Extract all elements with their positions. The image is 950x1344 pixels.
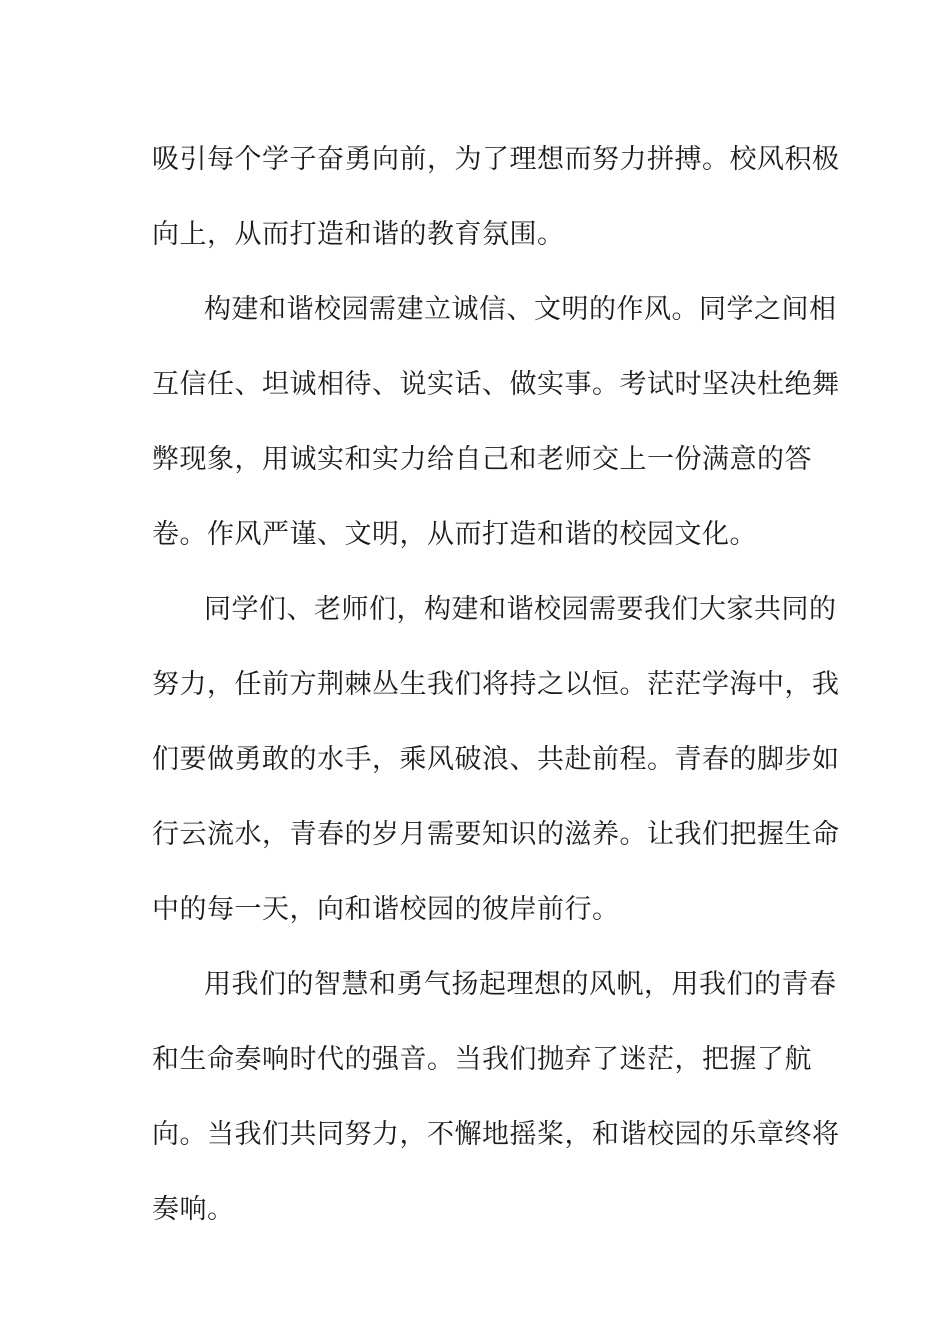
paragraph-line: 用我们的智慧和勇气扬起理想的风帆，用我们的青春 <box>204 969 837 1000</box>
paragraph-3 <box>152 572 840 947</box>
paragraph-line: 吸引每个学子奋勇向前，为了理想而努力拼搏。校风积极 <box>152 144 840 175</box>
paragraph-line: 向上，从而打造和谐的教育氛围。 <box>152 219 565 250</box>
paragraph-line: 向。当我们共同努力，不懈地摇桨，和谐校园的乐章终将 <box>152 1119 840 1150</box>
document-body <box>152 122 840 1247</box>
paragraph-line: 和生命奏响时代的强音。当我们抛弃了迷茫，把握了航 <box>152 1044 812 1075</box>
paragraph-line: 中的每一天，向和谐校园的彼岸前行。 <box>152 894 620 925</box>
paragraph-1 <box>152 122 840 272</box>
paragraph-line: 卷。作风严谨、文明，从而打造和谐的校园文化。 <box>152 519 757 550</box>
paragraph-line: 奏响。 <box>152 1194 235 1225</box>
paragraph-line: 构建和谐校园需建立诚信、文明的作风。同学之间相 <box>204 294 837 325</box>
paragraph-line: 努力，任前方荆棘丛生我们将持之以恒。茫茫学海中，我 <box>152 669 840 700</box>
paragraph-4 <box>152 947 840 1247</box>
paragraph-line: 互信任、坦诚相待、说实话、做实事。考试时坚决杜绝舞 <box>152 369 840 400</box>
paragraph-line: 行云流水，青春的岁月需要知识的滋养。让我们把握生命 <box>152 819 840 850</box>
paragraph-line: 们要做勇敢的水手，乘风破浪、共赴前程。青春的脚步如 <box>152 744 840 775</box>
paragraph-2 <box>152 272 840 572</box>
paragraph-line: 弊现象，用诚实和实力给自己和老师交上一份满意的答 <box>152 444 812 475</box>
paragraph-line: 同学们、老师们，构建和谐校园需要我们大家共同的 <box>204 594 837 625</box>
